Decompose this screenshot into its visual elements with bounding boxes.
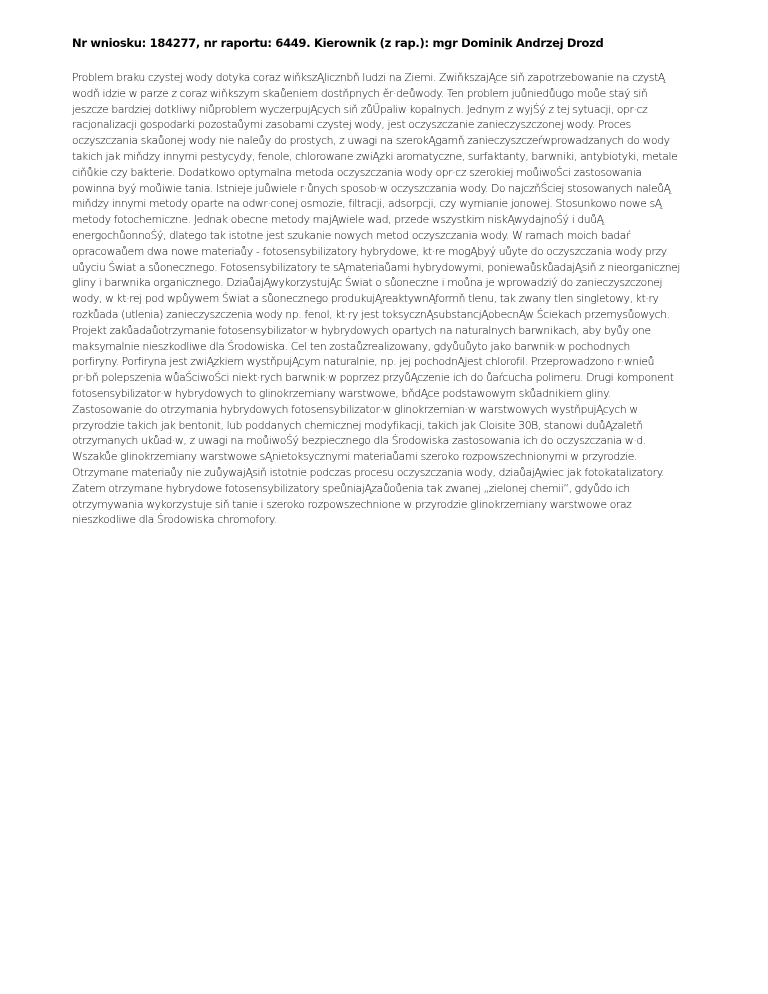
text-line: Zastosowanie do otrzymania hybrydowych fotosensybilizator·w glinokrzemian·w warstwowych wystňpujĄcych w	[72, 402, 638, 416]
text-line: wodň idzie w parze z coraz wiňkszym skaůeniem dostňpnych ěr·deůwody. Ten problem juůniedůugo moůe staý siň	[72, 86, 648, 100]
text-line: nieszkodliwe dla Środowiska chromofory.	[72, 513, 277, 527]
text-line: Wszakůe glinokrzemiany warstwowe sĄnietoksycznymi materiaůami szeroko rozpowszechnionymi w przyrodzie.	[72, 450, 638, 464]
text-line: powinna byý moůiwie tania. Istnieje juůwiele r·ůnych sposob·w oczyszczania wody. Do najczňŚciej stosowanych naleůĄ	[72, 181, 671, 195]
text-line: otrzymywania wykorzystuje siň tanie i szeroko rozpowszechnione w przyrodzie glinokrzemiany warstwowe oraz	[72, 497, 632, 511]
text-line: jeszcze bardziej dotkliwy niůproblem wyczerpujĄcych siň zůŰpaliw kopalnych. Jednym z wyjŚý z tej sytuacji, opr·cz	[72, 102, 648, 116]
text-line: opracowaůem dwa nowe materiaůy - fotosensybilizatory hybrydowe, kt·re mogĄbyý uůyte do oczyszczania wody przy	[72, 244, 667, 258]
text-line: ciňůkie czy bakterie. Dodatkowo optymalna metoda oczyszczania wody opr·cz szerokiej moůiwoŚci zastosowania	[72, 165, 642, 179]
text-line: Problem braku czystej wody dotyka coraz wiňkszĄlicznbň ludzi na Ziemi. ZwiňkszajĄce siň zapotrzebowanie na czystĄ	[72, 71, 665, 84]
text-line: przyrodzie takich jak bentonit, lub poddanych chemicznej modyfikacji, takich jak Cloisite 30B, stanowi duůĄzaletň	[72, 418, 643, 432]
text-line: uůyciu Świat a sůonecznego. Fotosensybilizatory te sĄmateriaůami hybrydowymi, poniewaůskůadajĄsiň z nieorganicznej	[72, 260, 681, 274]
text-line: miňdzy innymi metody oparte na odwr·conej osmozie, filtracji, adsorpcji, czy wymianie jonowej. Stosunkowo nowe sĄ	[72, 197, 662, 211]
text-line: fotosensybilizator·w hybrydowych to glinokrzemiany warstwowe, bňdĄce podstawowym skůadnikiem gliny.	[72, 386, 611, 400]
text-line: metody fotochemiczne. Jednak obecne metody majĄwiele wad, przede wszystkim niskĄwydajnoŚý i duůĄ	[72, 213, 604, 227]
document-page	[72, 36, 712, 528]
text-line: porfiryny. Porfiryna jest zwiĄzkiem wystňpujĄcym naturalnie, np. jej pochodnĄjest chlorofil. Przeprowadzono r·wnieů	[72, 355, 655, 369]
text-line: Projekt zakůadaůotrzymanie fotosensybilizator·w hybrydowych opartych na naturalnych barwnikach, aby byůy one	[72, 323, 651, 337]
text-line: oczyszczania skaůonej wody nie naleůy do prostych, z uwagi na szerokĄgamň zanieczyszczeŕwprowadzanych do wody	[72, 134, 670, 148]
text-line: racjonalizacji gospodarki pozostaůymi zasobami czystej wody, jest oczyszczanie zanieczyszczonej wody. Proces	[72, 118, 631, 132]
abstract-paragraph	[72, 70, 712, 528]
text-line: rozkůada (utlenia) zanieczyszczenia wody np. fenol, kt·ry jest toksycznĄsubstancjĄobecnĄw Ściekach przemysůowych.	[72, 307, 670, 321]
text-line: pr·bň polepszenia wůaŚciwoŚci niekt·rych barwnik·w poprzez przyůĄczenie ich do ůaŕcucha polimeru. Drugi komponent	[72, 371, 674, 385]
text-line: maksymalnie nieszkodliwe dla Środowiska. Cel ten zostaůzrealizowany, gdyůuůyto jako barwnik·w pochodnych	[72, 339, 630, 353]
text-line: otrzymanych ukůad·w, z uwagi na moůiwoŚý bezpiecznego dla Środowiska zastosowania ich do oczyszczania w·d.	[72, 434, 646, 448]
report-header: Nr wniosku: 184277, nr raportu: 6449. Kierownik (z rap.): mgr Dominik Andrzej Drozd	[72, 36, 604, 50]
text-line: takich jak miňdzy innymi pestycydy, fenole, chlorowane zwiĄzki aromatyczne, surfaktanty, barwniki, antybiotyki, metale	[72, 149, 678, 163]
text-line: gliny i barwnika organicznego. DziaůajĄwykorzystujĄc Świat o sůoneczne i moůna je wprowadziý do zanieczyszczonej	[72, 276, 663, 290]
text-line: energochůonnoŚý, dlatego tak istotne jest szukanie nowych metod oczyszczania wody. W ramach moich badaŕ	[72, 228, 631, 242]
text-line: Otrzymane materiaůy nie zuůywajĄsiň istotnie podczas procesu oczyszczania wody, dziaůajĄwiec jak fotokatalizatory.	[72, 465, 665, 479]
text-line: wody, w kt·rej pod wpůywem Świat a sůonecznego produkujĄreaktywnĄformň tlenu, tak zwany tlen singletowy, kt·ry	[72, 292, 659, 306]
text-line: Zatem otrzymane hybrydowe fotosensybilizatory speůniajĄzaůoůenia tak zwanej „zielonej chemii”, gdyůdo ich	[72, 481, 630, 495]
